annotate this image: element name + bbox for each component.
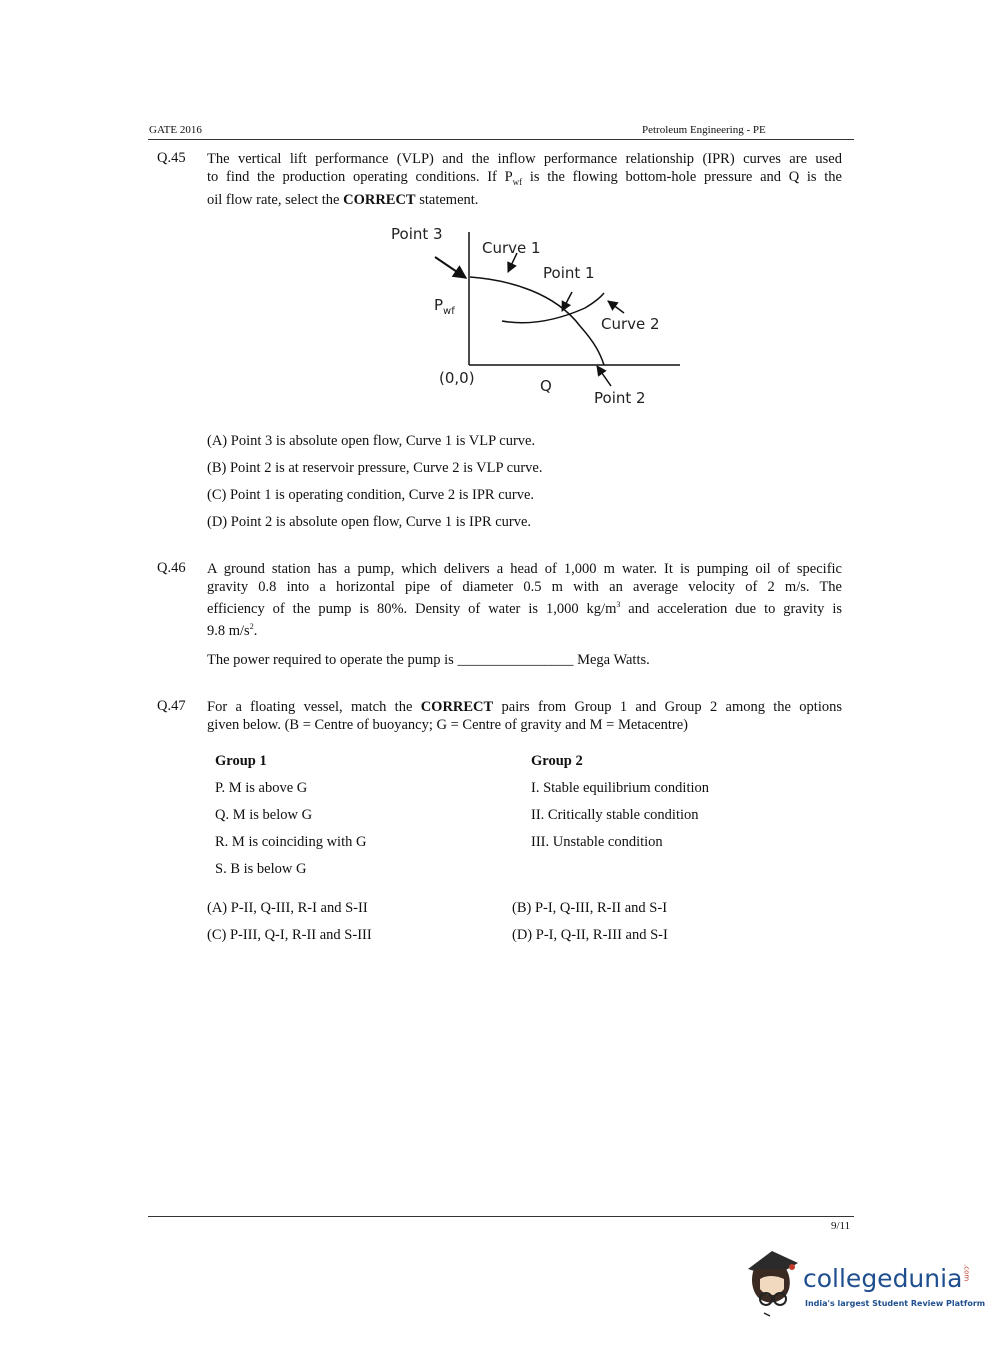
group1-item-q: Q. M is below G xyxy=(215,807,313,823)
group1-item-p: P. M is above G xyxy=(215,780,308,796)
q45-text xyxy=(207,150,842,209)
footer-rule xyxy=(148,1216,854,1217)
q46-line2: gravity 0.8 into a horizontal pipe of diameter 0.5 m with an average velocity of 2 m/s. The xyxy=(207,579,842,595)
label-curve1: Curve 1 xyxy=(482,239,541,257)
q45-option-d[interactable]: (D) Point 2 is absolute open flow, Curve 1 is IPR curve. xyxy=(207,514,532,530)
group1-title: Group 1 xyxy=(215,753,267,769)
label-origin: (0,0) xyxy=(439,369,475,387)
group2-item-ii: II. Critically stable condition xyxy=(531,807,699,823)
group1-item-s: S. B is below G xyxy=(215,861,307,877)
header-exam: GATE 2016 xyxy=(149,124,202,136)
label-point2: Point 2 xyxy=(594,389,646,407)
header-subject: Petroleum Engineering - PE xyxy=(642,124,766,136)
q47-option-a[interactable]: (A) P-II, Q-III, R-I and S-II xyxy=(207,900,368,916)
curve-1 xyxy=(470,277,604,365)
q46-line4: 9.8 $m/s^2$. xyxy=(207,621,258,639)
q45-option-b[interactable]: (B) Point 2 is at reservoir pressure, Curve 2 is VLP curve. xyxy=(207,460,543,476)
collegedunia-mascot-icon xyxy=(740,1245,802,1317)
q45-line2: to find the production operating conditions. If $P_{wf}$ is the flowing bottom-hole pressure and Q is the xyxy=(207,169,842,187)
q45-line3: oil flow rate, select the CORRECT statement. xyxy=(207,191,479,208)
q45-option-c[interactable]: (C) Point 1 is operating condition, Curve 2 is IPR curve. xyxy=(207,487,535,503)
label-q: Q xyxy=(540,377,552,395)
point2-arrow xyxy=(597,366,611,386)
label-curve2: Curve 2 xyxy=(601,315,660,333)
q46-line3: efficiency of the pump is 80%. Density of water is 1,000 $kg/m^3$ and acceleration due to gravity is xyxy=(207,600,842,617)
page-number: 9/11 xyxy=(831,1220,851,1232)
q46-number: Q.46 xyxy=(157,560,186,576)
label-point3: Point 3 xyxy=(391,225,443,243)
group2-title: Group 2 xyxy=(531,753,583,769)
q46-answer: The power required to operate the pump is ________________ Mega Watts. xyxy=(207,652,650,668)
point3-arrow xyxy=(435,257,466,278)
q47-option-b[interactable]: (B) P-I, Q-III, R-II and S-I xyxy=(512,900,668,916)
q47-option-d[interactable]: (D) P-I, Q-II, R-III and S-I xyxy=(512,927,668,943)
curve-2 xyxy=(502,293,604,323)
logo-wordmark[interactable]: collegedunia.com xyxy=(803,1264,971,1293)
q47-line2: given below. (B = Centre of buoyancy; G = Centre of gravity and M = Metacentre) xyxy=(207,717,689,733)
q46-line1: A ground station has a pump, which delivers a head of 1,000 m water. It is pumping oil of specific xyxy=(207,561,842,577)
q46-answer-blank[interactable]: ________________ xyxy=(457,652,574,668)
point1-arrow xyxy=(562,292,572,311)
q45-option-a[interactable]: (A) Point 3 is absolute open flow, Curve 1 is VLP curve. xyxy=(207,433,536,449)
q46-text xyxy=(207,560,842,640)
q47-number: Q.47 xyxy=(157,698,186,714)
label-point1: Point 1 xyxy=(543,264,595,282)
group1-item-r: R. M is coinciding with G xyxy=(215,834,367,850)
q47-text xyxy=(207,698,842,734)
q45-line1: The vertical lift performance (VLP) and the inflow performance relationship (IPR) curves are used xyxy=(207,151,842,167)
logo-tagline: India's largest Student Review Platform xyxy=(805,1299,986,1308)
group2-item-i: I. Stable equilibrium condition xyxy=(531,780,710,796)
group2-item-iii: III. Unstable condition xyxy=(531,834,663,850)
header-rule xyxy=(148,139,854,140)
label-pwf: $P_{wf}$ xyxy=(434,296,455,317)
q47-line1: For a floating vessel, match the CORRECT pairs from Group 1 and Group 2 among the options xyxy=(207,699,842,715)
vlp-ipr-diagram xyxy=(380,218,680,418)
curve2-arrow xyxy=(608,301,624,313)
q45-number: Q.45 xyxy=(157,150,186,166)
q47-option-c[interactable]: (C) P-III, Q-I, R-II and S-III xyxy=(207,927,372,943)
